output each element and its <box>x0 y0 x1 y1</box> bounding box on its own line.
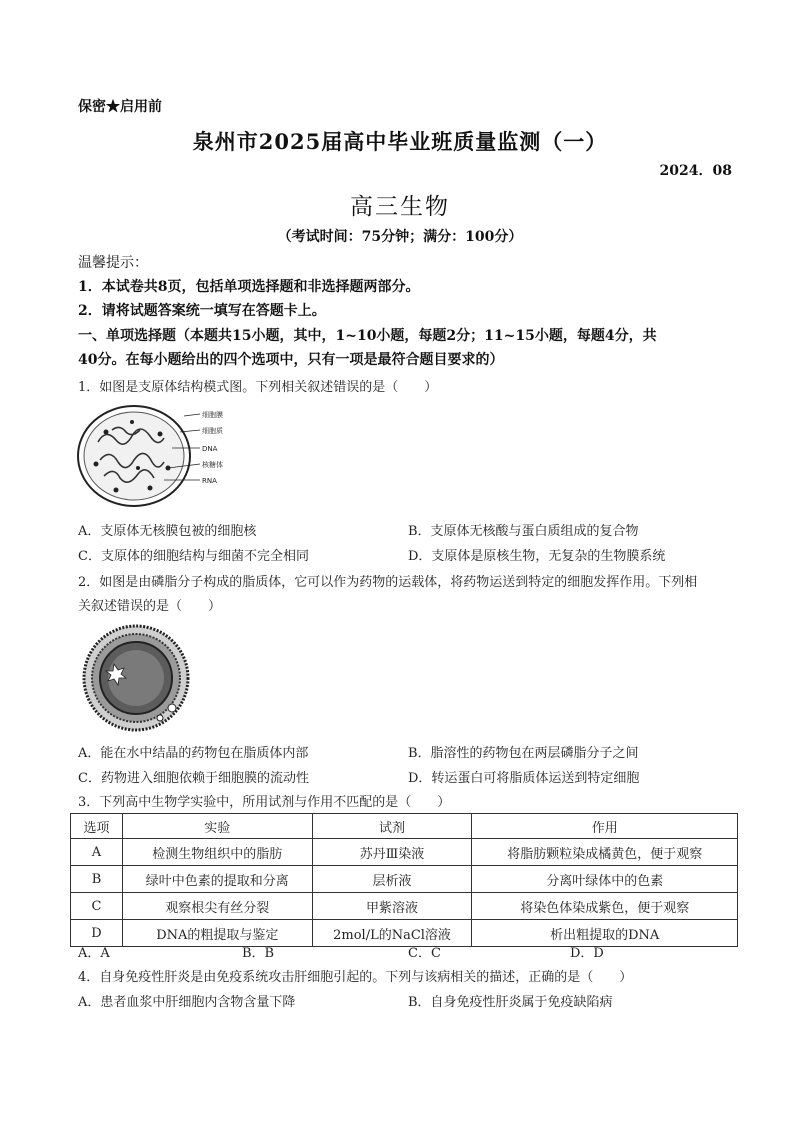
q3-option-d: D．D <box>570 946 604 961</box>
q4-option-a: A．患者血浆中肝细胞内含物含量下降 <box>78 995 296 1010</box>
figure-label-membrane: 细胞膜 <box>202 411 223 419</box>
table-cell: C <box>71 893 123 920</box>
table-cell: 将脂肪颗粒染成橘黄色，便于观察 <box>472 839 738 866</box>
q2-option-a: A．能在水中结晶的药物包在脂质体内部 <box>78 746 309 761</box>
q3-option-c: C．C <box>408 946 441 961</box>
tip-item-2: 2．请将试题答案统一填写在答题卡上。 <box>78 303 326 319</box>
experiment-table <box>70 813 738 947</box>
figure-label-ribosome: 核糖体 <box>202 461 223 469</box>
table-cell: A <box>71 839 123 866</box>
section1-instruction-line2: 40分。在每小题给出的四个选项中，只有一项是最符合题目要求的） <box>78 352 504 368</box>
q1-option-c: C．支原体的细胞结构与细菌不完全相同 <box>78 549 309 564</box>
table-cell: 甲紫溶液 <box>312 893 472 920</box>
table-cell: 分离叶绿体中的色素 <box>472 866 738 893</box>
table-header-row <box>71 814 738 839</box>
table-cell: 观察根尖有丝分裂 <box>122 893 312 920</box>
q1-stem: 1．如图是支原体结构模式图。下列相关叙述错误的是（ ） <box>78 380 438 395</box>
q2-stem-line2: 关叙述错误的是（ ） <box>78 599 222 614</box>
q3-option-a: A．A <box>78 946 110 961</box>
mycoplasma-structure-figure <box>76 402 246 510</box>
figure-label-cytoplasm: 细胞质 <box>202 427 223 435</box>
q3-stem: 3．下列高中生物学实验中，所用试剂与作用不匹配的是（ ） <box>78 795 451 810</box>
q4-stem: 4．自身免疫性肝炎是由免疫系统攻击肝细胞引起的。下列与该病相关的描述，正确的是（ ） <box>78 970 633 985</box>
table-header-cell: 试剂 <box>312 814 472 839</box>
q1-option-a: A．支原体无核膜包被的细胞核 <box>78 524 257 539</box>
figure-label-dna: DNA <box>202 445 218 453</box>
table-cell: 层析液 <box>312 866 472 893</box>
q3-option-b: B．B <box>242 946 275 961</box>
figure-label-rna: RNA <box>202 477 217 485</box>
q2-stem-line1: 2．如图是由磷脂分子构成的脂质体，它可以作为药物的运载体，将药物运送到特定的细胞发挥作用。下列相 <box>78 575 698 590</box>
table-row <box>71 839 738 866</box>
table-row <box>71 920 738 947</box>
table-cell: 绿叶中色素的提取和分离 <box>122 866 312 893</box>
table-cell: 检测生物组织中的脂肪 <box>122 839 312 866</box>
q2-option-b: B．脂溶性的药物包在两层磷脂分子之间 <box>408 746 639 761</box>
table-row <box>71 893 738 920</box>
q1-option-d: D．支原体是原核生物，无复杂的生物膜系统 <box>408 549 666 564</box>
exam-date: 2024．08 <box>659 163 732 179</box>
table-cell: B <box>71 866 123 893</box>
table-cell: 2mol/L的NaCl溶液 <box>312 920 472 947</box>
q1-option-b: B．支原体无核酸与蛋白质组成的复合物 <box>408 524 639 539</box>
exam-info: （考试时间：75分钟；满分：100分） <box>277 229 523 245</box>
tips-heading: 温馨提示： <box>78 255 148 271</box>
exam-title: 泉州市2025届高中毕业班质量监测（一） <box>192 129 608 154</box>
table-cell: 将染色体染成紫色，便于观察 <box>472 893 738 920</box>
table-header-cell: 作用 <box>472 814 738 839</box>
section1-instruction-line1: 一、单项选择题（本题共15小题，其中，1~10小题，每题2分；11~15小题，每题4分，共 <box>78 328 657 344</box>
table-header-cell: 选项 <box>71 814 123 839</box>
liposome-figure <box>76 622 196 734</box>
subject-title: 高三生物 <box>350 194 450 220</box>
q2-option-d: D．转运蛋白可将脂质体运送到特定细胞 <box>408 771 640 786</box>
tip-item-1: 1．本试卷共8页，包括单项选择题和非选择题两部分。 <box>78 279 420 295</box>
table-cell: 苏丹Ⅲ染液 <box>312 839 472 866</box>
q4-option-b: B．自身免疫性肝炎属于免疫缺陷病 <box>408 995 613 1010</box>
table-row <box>71 866 738 893</box>
confidential-mark: 保密★启用前 <box>78 99 162 115</box>
q2-option-c: C．药物进入细胞依赖于细胞膜的流动性 <box>78 771 309 786</box>
table-cell: 析出粗提取的DNA <box>472 920 738 947</box>
table-header-cell: 实验 <box>122 814 312 839</box>
table-cell: DNA的粗提取与鉴定 <box>122 920 312 947</box>
table-cell: D <box>71 920 123 947</box>
